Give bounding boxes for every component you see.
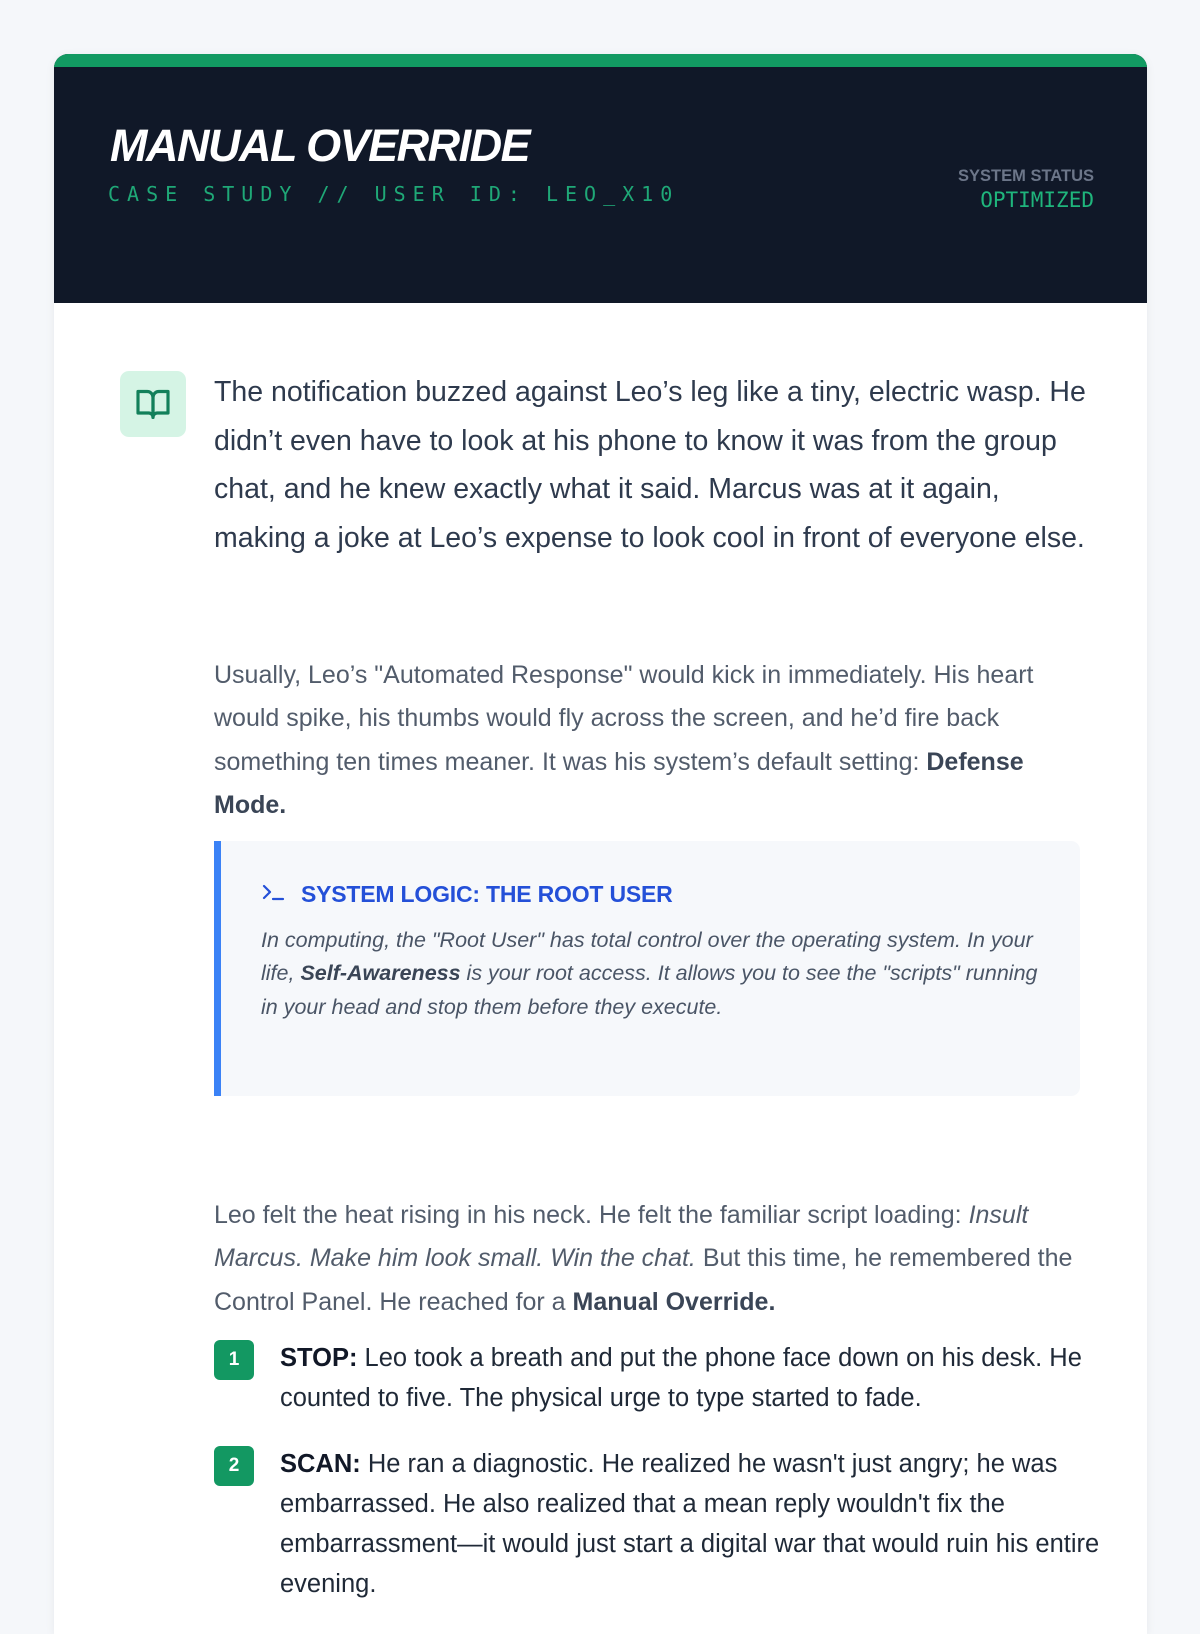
case-study-subtitle: CASE STUDY // USER ID: LEO_X10 <box>108 182 680 206</box>
step-number-badge: 2 <box>214 1446 254 1486</box>
step-text: He ran a diagnostic. He realized he wasn't just angry; he was embarrassed. He also realized that a mean reply wouldn't fix the embarrassment—it would just start a digital war that would ruin his entire evening. <box>280 1450 1100 1598</box>
callout-body <box>261 924 1051 1024</box>
case-study-card <box>54 54 1147 1634</box>
step-keyword: STOP: <box>280 1344 358 1372</box>
callout-body-text: In computing, the "Root User" has total control over the operating system. In your life, <box>261 928 1033 986</box>
story-lead-paragraph: The notification buzzed against Leo’s leg like a tiny, electric wasp. He didn’t even have to look at his phone to know it was from the group chat, and he knew exactly what it said. Marcus was at it again, making a joke at Leo’s expense to look cool in front of everyone else. <box>214 376 1086 554</box>
list-item <box>214 1338 1104 1418</box>
system-logic-callout <box>214 841 1080 1096</box>
system-status-value: OPTIMIZED <box>980 188 1094 212</box>
step-keyword: SCAN: <box>280 1450 361 1478</box>
page-title: MANUAL OVERRIDE <box>110 120 530 171</box>
story-paragraph-text: Usually, Leo’s "Automated Response" would kick in immediately. His heart would spike, his thumbs would fly across the screen, and he’d fire back something ten times meaner. It was his system’s default setting: <box>214 661 1034 776</box>
story-paragraph <box>214 654 1094 827</box>
story-paragraph <box>214 1194 1114 1324</box>
callout-body-text: is your root access. It allows you to see the "scripts" running in your head and stop them before they execute. <box>261 961 1038 1019</box>
step-number-badge: 1 <box>214 1340 254 1380</box>
list-item <box>214 1444 1104 1604</box>
self-awareness-emphasis: Self-Awareness <box>300 961 461 986</box>
terminal-prompt-icon <box>261 881 285 908</box>
step-text: Leo took a breath and put the phone face down on his desk. He counted to five. The physical urge to type started to fade. <box>280 1344 1082 1412</box>
story-paragraph-text: Leo felt the heat rising in his neck. He felt the familiar script loading: <box>214 1201 969 1229</box>
override-steps-list <box>214 1338 1104 1630</box>
callout-title: SYSTEM LOGIC: THE ROOT USER <box>301 881 673 907</box>
case-study-header <box>54 54 1147 303</box>
defense-mode-emphasis: Defense Mode. <box>214 747 1024 819</box>
callout-header <box>261 881 673 908</box>
book-open-icon <box>120 371 186 437</box>
story-paragraph-text: But this time, he remembered the Control Panel. He reached for a <box>214 1244 1073 1316</box>
script-quote: Insult Marcus. Make him look small. Win the chat. <box>214 1201 1029 1273</box>
system-status-label: SYSTEM STATUS <box>958 167 1094 185</box>
manual-override-emphasis: Manual Override. <box>572 1287 776 1316</box>
